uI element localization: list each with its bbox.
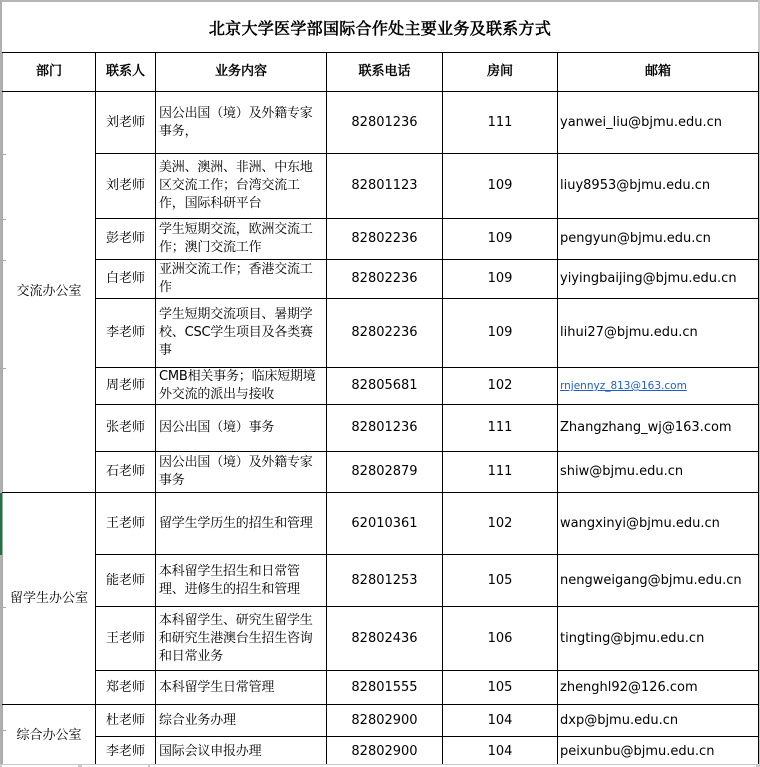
email-cell[interactable]: shiw@bjmu.edu.cn [558, 452, 759, 493]
header-row [3, 53, 759, 92]
phone-cell[interactable]: 82802436 [327, 607, 443, 671]
table-row [3, 405, 759, 452]
room-cell[interactable]: 105 [443, 671, 558, 705]
room-cell[interactable]: 111 [443, 92, 558, 154]
email-cell[interactable]: Zhangzhang_wj@163.com [558, 405, 759, 452]
room-cell[interactable]: 104 [443, 705, 558, 737]
business-cell[interactable]: 因公出国（境）及外籍专家事务 [156, 452, 327, 493]
email-cell[interactable]: liuy8953@bjmu.edu.cn [558, 154, 759, 219]
contact-cell[interactable]: 彭老师 [96, 219, 156, 260]
contact-cell[interactable]: 刘老师 [96, 154, 156, 219]
business-cell[interactable]: CMB相关事务；临床短期境外交流的派出与接收 [156, 368, 327, 405]
contact-cell[interactable]: 杜老师 [96, 705, 156, 737]
contact-cell[interactable]: 能老师 [96, 555, 156, 607]
email-link[interactable]: rnjennyz_813@163.com [560, 380, 687, 392]
phone-cell[interactable]: 82801123 [327, 154, 443, 219]
table-row [3, 555, 759, 607]
room-cell[interactable]: 105 [443, 555, 558, 607]
phone-cell[interactable]: 82802236 [327, 260, 443, 299]
header-phone[interactable]: 联系电话 [327, 53, 443, 92]
business-cell[interactable]: 本科留学生日常管理 [156, 671, 327, 705]
room-cell[interactable]: 102 [443, 368, 558, 405]
phone-cell[interactable]: 82805681 [327, 368, 443, 405]
email-cell[interactable]: dxp@bjmu.edu.cn [558, 705, 759, 737]
contact-cell[interactable]: 郑老师 [96, 671, 156, 705]
business-cell[interactable]: 学生短期交流，欧洲交流工作；澳门交流工作 [156, 219, 327, 260]
business-cell[interactable]: 本科留学生、研究生留学生和研究生港澳台生招生咨询和日常业务 [156, 607, 327, 671]
header-contact[interactable]: 联系人 [96, 53, 156, 92]
table-row [3, 452, 759, 493]
room-cell[interactable]: 109 [443, 219, 558, 260]
dept-cell[interactable]: 综合办公室 [3, 705, 96, 767]
email-cell[interactable]: yiyingbaijing@bjmu.edu.cn [558, 260, 759, 299]
contact-cell[interactable]: 刘老师 [96, 92, 156, 154]
room-cell[interactable]: 111 [443, 452, 558, 493]
header-room[interactable]: 房间 [443, 53, 558, 92]
phone-cell[interactable]: 82802879 [327, 452, 443, 493]
room-cell[interactable]: 111 [443, 405, 558, 452]
table-row [3, 705, 759, 737]
email-cell[interactable]: peixunbu@bjmu.edu.cn [558, 737, 759, 767]
table-row [3, 737, 759, 767]
business-cell[interactable]: 美洲、澳洲、非洲、中东地区交流工作；台湾交流工作，国际科研平台 [156, 154, 327, 219]
contact-cell[interactable]: 白老师 [96, 260, 156, 299]
email-cell[interactable]: nengweigang@bjmu.edu.cn [558, 555, 759, 607]
email-cell[interactable]: lihui27@bjmu.edu.cn [558, 299, 759, 368]
business-cell[interactable]: 综合业务办理 [156, 705, 327, 737]
dept-cell[interactable]: 留学生办公室 [3, 493, 96, 705]
contact-cell[interactable]: 李老师 [96, 299, 156, 368]
table-row [3, 154, 759, 219]
phone-cell[interactable]: 82802236 [327, 219, 443, 260]
contact-cell[interactable]: 王老师 [96, 607, 156, 671]
business-cell[interactable]: 因公出国（境）事务 [156, 405, 327, 452]
phone-cell[interactable]: 82801236 [327, 92, 443, 154]
phone-cell[interactable]: 82802236 [327, 299, 443, 368]
header-business[interactable]: 业务内容 [156, 53, 327, 92]
header-dept[interactable]: 部门 [3, 53, 96, 92]
phone-cell[interactable]: 82801253 [327, 555, 443, 607]
table-row [3, 671, 759, 705]
room-cell[interactable]: 109 [443, 260, 558, 299]
email-cell[interactable]: yanwei_liu@bjmu.edu.cn [558, 92, 759, 154]
room-cell[interactable]: 104 [443, 737, 558, 767]
page-title: 北京大学医学部国际合作处主要业务及联系方式 [208, 18, 552, 38]
contact-cell[interactable]: 王老师 [96, 493, 156, 555]
table-row [3, 299, 759, 368]
table-row [3, 260, 759, 299]
contacts-table [2, 52, 759, 767]
email-cell[interactable]: tingting@bjmu.edu.cn [558, 607, 759, 671]
table-row [3, 219, 759, 260]
phone-cell[interactable]: 82802900 [327, 737, 443, 767]
table-row [3, 92, 759, 154]
dept-cell[interactable]: 交流办公室 [3, 92, 96, 493]
contact-cell[interactable]: 石老师 [96, 452, 156, 493]
contact-cell[interactable]: 周老师 [96, 368, 156, 405]
business-cell[interactable]: 学生短期交流项目、暑期学校、CSC学生项目及各类赛事 [156, 299, 327, 368]
phone-cell[interactable]: 62010361 [327, 493, 443, 555]
phone-cell[interactable]: 82802900 [327, 705, 443, 737]
room-cell[interactable]: 109 [443, 154, 558, 219]
business-cell[interactable]: 亚洲交流工作；香港交流工作 [156, 260, 327, 299]
room-cell[interactable]: 109 [443, 299, 558, 368]
business-cell[interactable]: 国际会议申报办理 [156, 737, 327, 767]
table-row [3, 368, 759, 405]
header-email[interactable]: 邮箱 [558, 53, 759, 92]
email-cell[interactable] [558, 368, 759, 405]
room-cell[interactable]: 106 [443, 607, 558, 671]
room-cell[interactable]: 102 [443, 493, 558, 555]
business-cell[interactable]: 留学生学历生的招生和管理 [156, 493, 327, 555]
email-cell[interactable]: zhenghl92@126.com [558, 671, 759, 705]
contact-cell[interactable]: 张老师 [96, 405, 156, 452]
business-cell[interactable]: 本科留学生招生和日常管理、进修生的招生和管理 [156, 555, 327, 607]
contact-cell[interactable]: 李老师 [96, 737, 156, 767]
email-cell[interactable]: pengyun@bjmu.edu.cn [558, 219, 759, 260]
phone-cell[interactable]: 82801555 [327, 671, 443, 705]
email-cell[interactable]: wangxinyi@bjmu.edu.cn [558, 493, 759, 555]
table-row [3, 493, 759, 555]
table-row [3, 607, 759, 671]
business-cell[interactable]: 因公出国（境）及外籍专家事务， [156, 92, 327, 154]
phone-cell[interactable]: 82801236 [327, 405, 443, 452]
